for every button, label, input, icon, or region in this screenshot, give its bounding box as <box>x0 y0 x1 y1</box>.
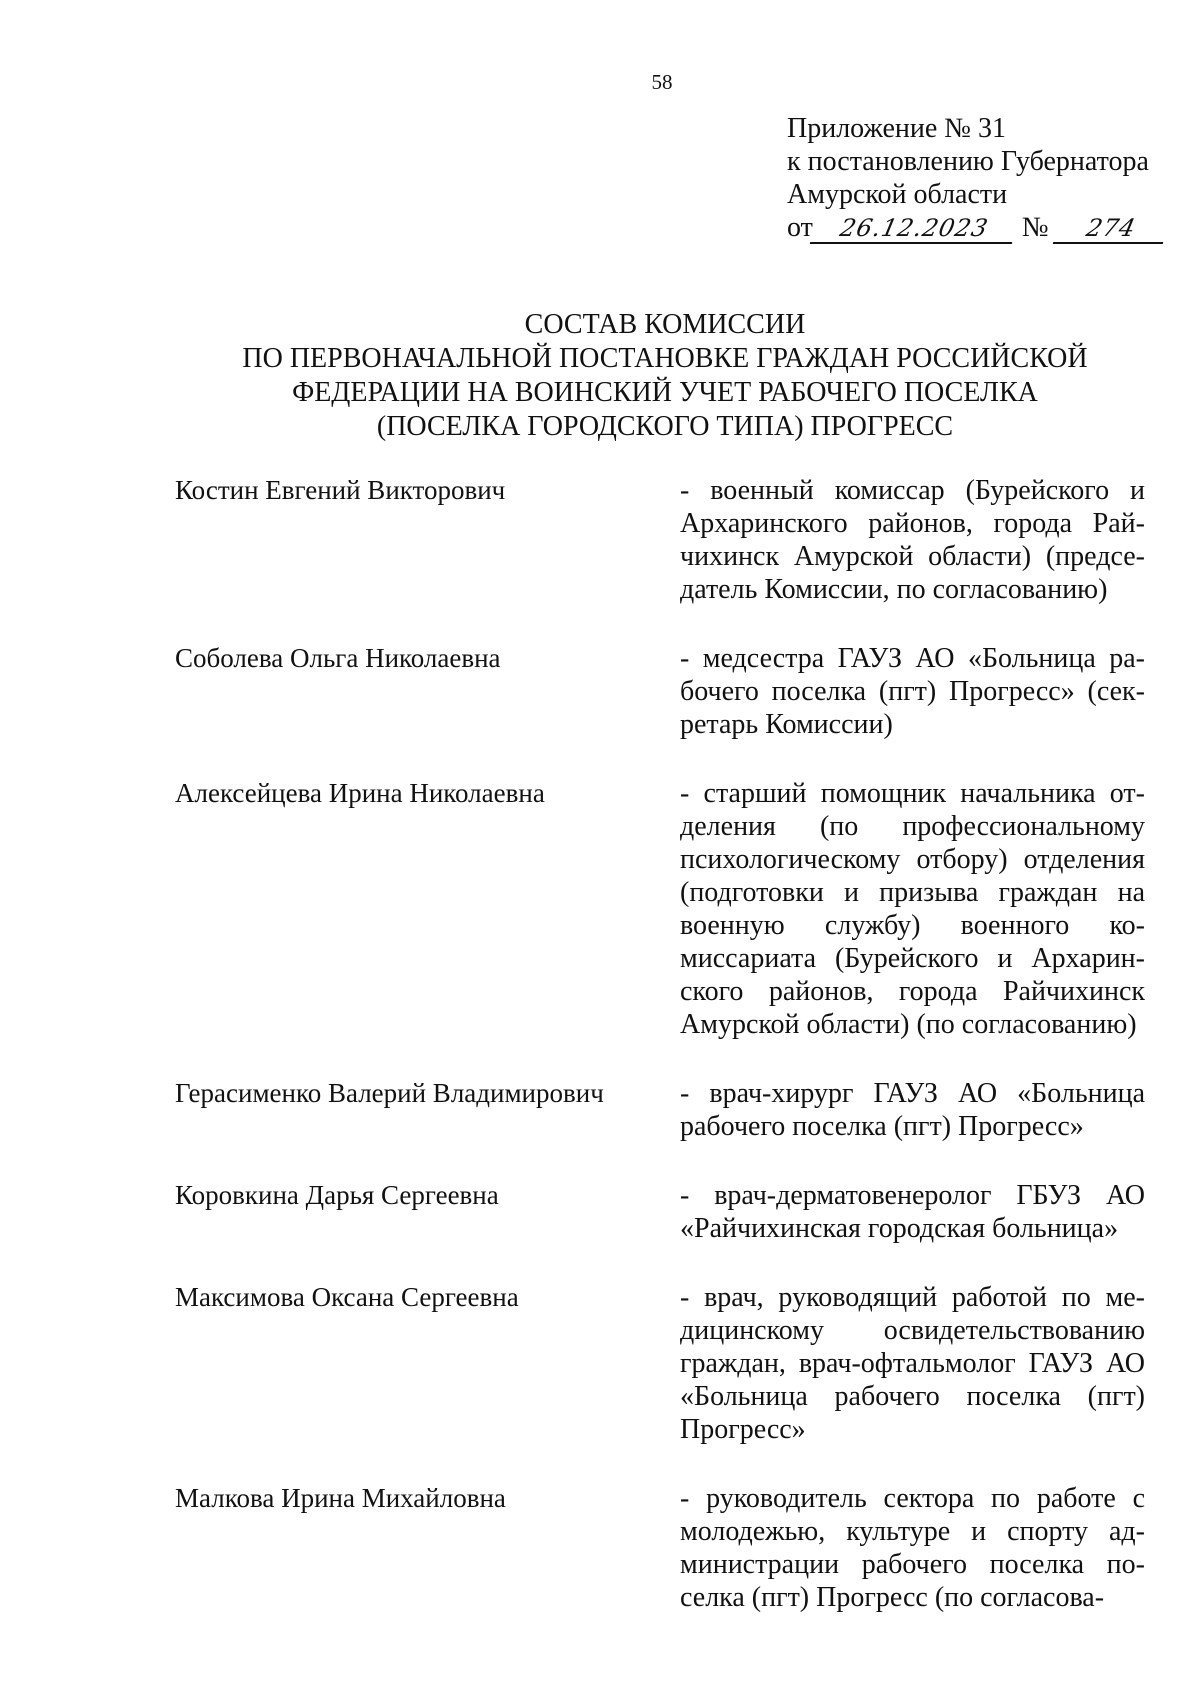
member-role: - медсестра ГАУЗ АО «Больница рабочего поселка (пгт) Прогресс» (секретарь Комиссии) <box>680 643 1145 740</box>
member-name: Соболева Ольга Николаевна <box>175 643 501 673</box>
member-name: Коровкина Дарья Сергеевна <box>175 1180 499 1210</box>
member-row <box>175 642 1145 741</box>
member-role: - врач-дерматовенеролог ГБУЗ АО «Райчихинская городская больница» <box>680 1180 1145 1244</box>
member-role: - врач, руководящий работой по медицинскому освидетельствованию граждан, врач-офтальмолог ГАУЗ АО «Больница рабочего поселка (пгт) Прогресс» <box>680 1282 1145 1445</box>
member-role: - старший помощник начальника отделения (по профессиональному психологическому отбору) отделения (подготовки и призыва граждан на военную службу) военного комиссариата (Бурейского и Архаринского районов, города Райчихинск Амурской области) (по согласованию) <box>680 778 1145 1040</box>
handwritten-date: 26.12.2023 <box>810 214 1018 244</box>
page-number: 58 <box>651 70 673 94</box>
member-row <box>175 1482 1145 1614</box>
member-role: - руководитель сектора по работе с молодежью, культуре и спорту администрации рабочего поселка поселка (пгт) Прогресс (по согласова- <box>680 1483 1145 1613</box>
member-row <box>175 777 1145 1041</box>
commission-members-list <box>175 474 1145 1650</box>
member-name: Максимова Оксана Сергеевна <box>175 1282 519 1312</box>
member-row <box>175 1281 1145 1446</box>
appendix-region: Амурской области <box>787 179 1008 210</box>
member-row <box>175 1077 1145 1143</box>
appendix-date-line <box>787 211 1166 244</box>
appendix-title: Приложение № 31 <box>787 113 1006 144</box>
member-name: Алексейцева Ирина Николаевна <box>175 778 545 808</box>
number-prefix: № <box>1021 212 1049 243</box>
member-role: - военный комиссар (Бурейского и Архаринского районов, города Райчихинск Амурской области) (председатель Комиссии, по согласованию) <box>680 475 1145 605</box>
member-row <box>175 1179 1145 1245</box>
title-line-1: СОСТАВ КОМИССИИ <box>524 309 806 340</box>
handwritten-number: 274 <box>1052 214 1168 244</box>
member-name: Герасименко Валерий Владимирович <box>175 1078 604 1108</box>
appendix-reference: к постановлению Губернатора <box>787 146 1149 177</box>
member-row <box>175 474 1145 606</box>
member-name: Костин Евгений Викторович <box>175 475 506 505</box>
title-line-4: (ПОСЕЛКА ГОРОДСКОГО ТИПА) ПРОГРЕСС <box>376 411 954 442</box>
title-line-2: ПО ПЕРВОНАЧАЛЬНОЙ ПОСТАНОВКЕ ГРАЖДАН РОССИЙСКОЙ <box>242 343 1088 374</box>
appendix-block <box>787 112 1166 244</box>
document-title <box>0 308 1200 444</box>
member-role: - врач-хирург ГАУЗ АО «Больница рабочего поселка (пгт) Прогресс» <box>680 1078 1145 1142</box>
date-prefix: от <box>787 212 813 243</box>
member-name: Малкова Ирина Михайловна <box>175 1483 506 1513</box>
title-line-3: ФЕДЕРАЦИИ НА ВОИНСКИЙ УЧЕТ РАБОЧЕГО ПОСЕЛКА <box>292 377 1038 408</box>
